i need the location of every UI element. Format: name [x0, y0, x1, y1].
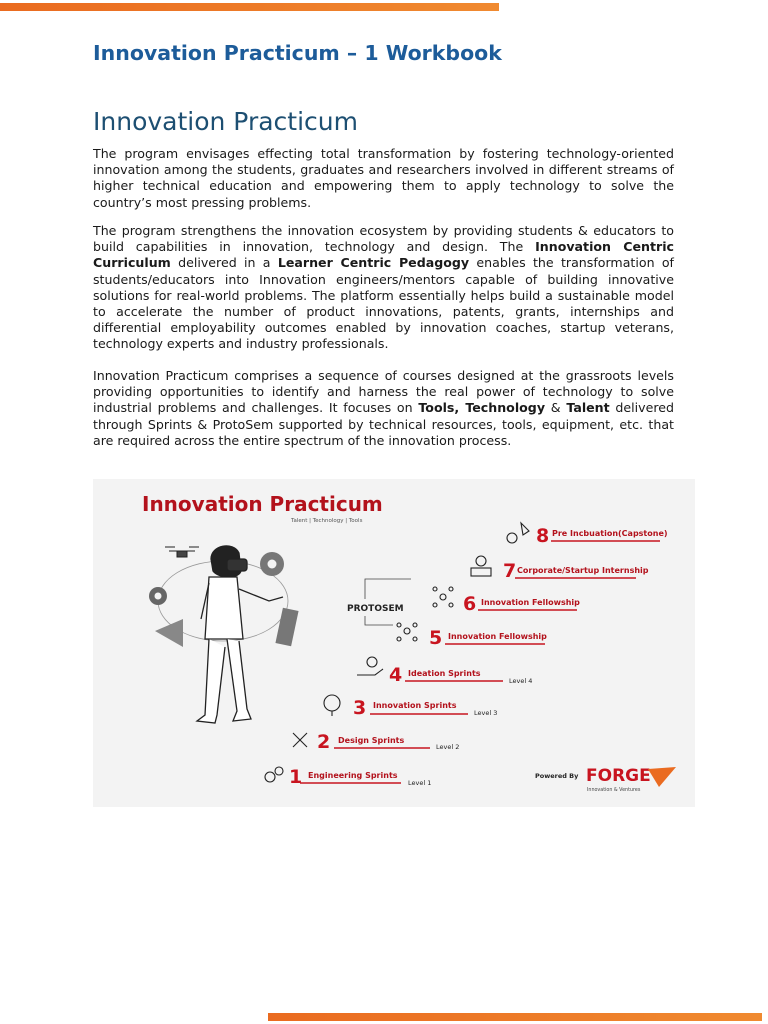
step-3-number: 3 [353, 697, 367, 719]
infographic-canvas [93, 479, 695, 807]
step-3-level: Level 3 [474, 709, 498, 717]
p3-text-1: Innovation Practicum comprises a sequence of courses designed at the grassroots levels providing opportunities to identify and harness the real power of technology to solve industrial problems and challenges. It focuses on [93, 368, 674, 416]
p2-text-3: enables the transformation of students/educators into Innovation engineers/mentors capable of building innovative solutions for real-world problems. The platform essentially helps build a sustainable model to accelerate the number of product innovations, patents, grants, internships and differential employability outcomes enabled by innovation coaches, startup veterans, technology experts and industry professionals. [93, 255, 674, 352]
innovation-practicum-infographic [93, 479, 695, 807]
step-2-level: Level 2 [436, 743, 460, 751]
forge-tagline: Innovation & Ventures [587, 788, 641, 793]
step-5-label: Innovation Fellowship [448, 632, 547, 641]
p2-text-2: delivered in a [170, 255, 278, 271]
p3-bold-tools-technology: Tools, Technology [418, 400, 546, 416]
step-4-level: Level 4 [509, 677, 533, 685]
step-3-label: Innovation Sprints [373, 701, 457, 710]
p3-text-2: & [545, 400, 567, 416]
step-8-number: 8 [536, 525, 550, 547]
forge-brand-logo: FORGE [586, 766, 651, 786]
p3-bold-talent: Talent [566, 400, 610, 416]
step-4-number: 4 [389, 664, 403, 686]
paragraph-ecosystem [93, 223, 674, 353]
infographic-title: Innovation Practicum [142, 492, 383, 516]
infographic-subtitle: Talent | Technology | Tools [291, 518, 363, 524]
step-8-label: Pre Incbuation(Capstone) [552, 529, 668, 538]
powered-by-label: Powered By [535, 772, 579, 780]
document-header-title: Innovation Practicum – 1 Workbook [93, 41, 502, 65]
step-6-number: 6 [463, 593, 477, 615]
person-torso [205, 577, 243, 639]
paragraph-program-overview: The program envisages effecting total transformation by fostering technology-oriented innovation among the students, graduates and researchers involved in different streams of higher technical education and empowering them to apply technology to solve the country’s most pressing problems. [93, 146, 674, 210]
step-4-label: Ideation Sprints [408, 669, 481, 678]
vr-headset [227, 559, 247, 571]
step-5-number: 5 [429, 627, 443, 649]
p2-text-1: The program strengthens the innovation ecosystem by providing students & educators to build capabilities in innovation, technology and design. The [93, 223, 674, 255]
section-heading: Innovation Practicum [93, 107, 358, 136]
step-1-label: Engineering Sprints [308, 771, 398, 780]
step-1-level: Level 1 [408, 779, 432, 787]
step-7-number: 7 [503, 560, 517, 582]
step-7-label: Corporate/Startup Internship [517, 566, 649, 575]
top-accent-bar [0, 3, 499, 11]
p2-bold-pedagogy: Learner Centric Pedagogy [277, 255, 470, 271]
step-2-number: 2 [317, 731, 331, 753]
p2-bold-curriculum: Innovation Centric Curriculum [93, 239, 674, 271]
p3-text-3: delivered through Sprints & ProtoSem supported by technical resources, tools, equipment, etc. that are required across the entire spectrum of the innovation process. [93, 400, 675, 448]
bottom-accent-bar [268, 1013, 762, 1021]
paragraph-courses [93, 368, 674, 449]
step-1-number: 1 [289, 766, 303, 788]
protosem-logo-text: PROTOSEM [347, 604, 404, 614]
step-6-label: Innovation Fellowship [481, 598, 580, 607]
step-2-label: Design Sprints [338, 736, 405, 745]
